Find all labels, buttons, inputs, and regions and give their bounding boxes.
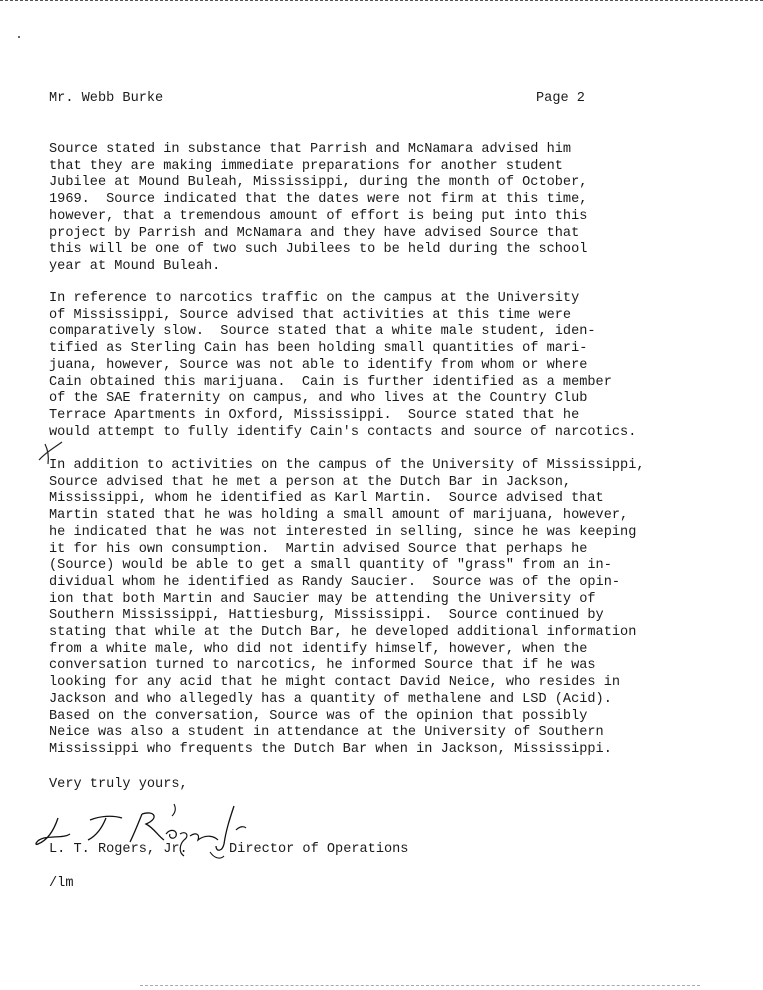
handwritten-signature [30,800,260,870]
signatory-name: L. T. Rogers, Jr. [49,842,188,857]
page-top-edge [0,0,763,1]
body-paragraph-2: In reference to narcotics traffic on the campus at the University of Mississippi, Source advised that activities at this time were comparatively slow. Source stated that a white male student, iden- tified as Sterling Cain has been holding small quantities of mari- juana, however, Source was not able to identify from whom or where Cain obtained this marijuana. Cain is further identified as a member of the SAE fraternity on campus, and who lives at the Country Club Terrace Apartments in Oxford, Mississippi. Source stated that he would attempt to fully identify Cain's contacts and source of narcotics. [49,291,637,440]
typist-initials: /lm [49,876,74,891]
closing: Very truly yours, [49,777,188,792]
body-paragraph-1: Source stated in substance that Parrish and McNamara advised him that they are making immediate preparations for another student Jubilee at Mound Buleah, Mississippi, during the month of October, 1969. Source indicated that the dates were not firm at this time, however, that a tremendous amount of effort is being put into this project by Parrish and McNamara and they have advised Source that this will be one of two such Jubilees to be held during the school year at Mound Buleah. [49,142,588,274]
addressee: Mr. Webb Burke [49,91,164,106]
page-number: Page 2 [536,91,585,106]
scan-bottom-edge [140,985,700,986]
signatory-title: Director of Operations [229,842,409,857]
scan-speck [18,36,20,38]
body-paragraph-3: In addition to activities on the campus of the University of Mississippi, Source advised that he met a person at the Dutch Bar in Jackson, Mississippi, whom he identified as Karl Martin. Source advised that Martin stated that he was holding a small amount of marijuana, however, he indicated that he was not interested in selling, since he was keeping it for his own consumption. Martin advised Source that perhaps he (Source) would be able to get a small quantity of "grass" from an in- dividual whom he identified as Randy Saucier. Source was of the opin- ion that both Martin and Saucier may be attending the University of Southern Mississippi, Hattiesburg, Mississippi. Source continued by stating that while at the Dutch Bar, he developed additional information from a white male, who did not identify himself, however, when the conversation turned to narcotics, he informed Source that if he was looking for any acid that he might contact David Neice, who resides in Jackson and who allegedly has a quantity of methalene and LSD (Acid). Based on the conversation, Source was of the opinion that possibly Neice was also a student in attendance at the University of Southern Mississippi who frequents the Dutch Bar when in Jackson, Mississippi. [49,458,645,757]
